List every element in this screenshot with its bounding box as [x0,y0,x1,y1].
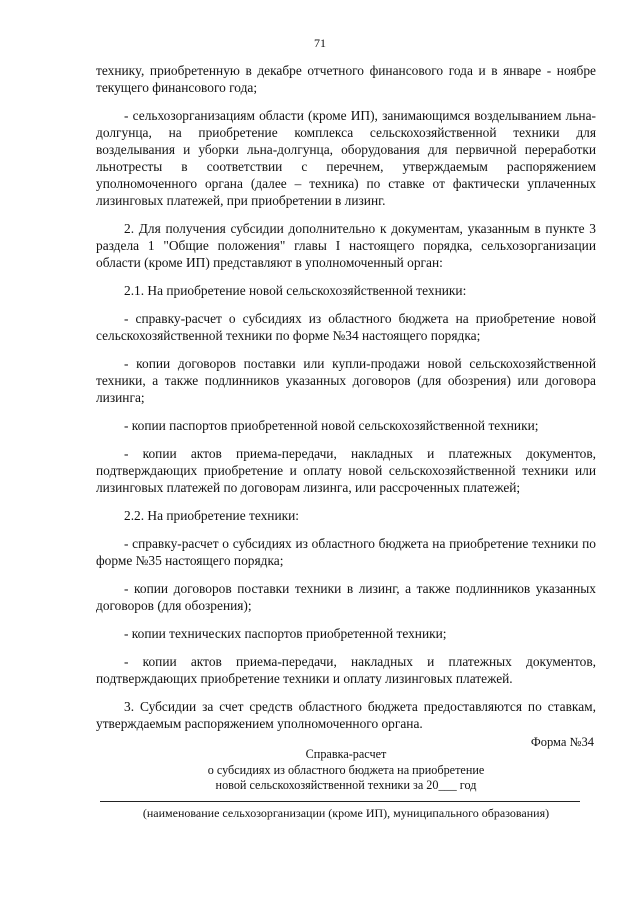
paragraph: - сельхозорганизациям области (кроме ИП), занимающимся возделыванием льна-долгунца, на приобретение комплекса сельскохозяйственной техники для возделывания и уборки льна-долгунца, оборудования для первичной переработки льнотресты в соответствии с перечнем, утверждаемым распоряжением уполномоченного органа (далее – техника) по ставке от фактически уплаченных лизинговых платежей, при приобретении в лизинг. [96,108,596,208]
list-item: - копии актов приема-передачи, накладных и платежных документов, подтверждающих приобретение техники и оплату лизинговых платежей. [96,654,596,686]
page-number: 71 [314,36,326,50]
list-item: - справку-расчет о субсидиях из областного бюджета на приобретение техники по форме №35 настоящего порядка; [96,536,596,568]
paragraph: 3. Субсидии за счет средств областного бюджета предоставляются по ставкам, утверждаемым распоряжением уполномоченного органа. [96,699,596,731]
fill-in-line [100,801,580,802]
list-item: - справку-расчет о субсидиях из областного бюджета на приобретение новой сельскохозяйственной техники по форме №34 настоящего порядка; [96,311,596,343]
form-title: Справка-расчет [305,747,387,761]
list-item: - копии технических паспортов приобретенной техники; [124,626,447,641]
fill-in-caption: (наименование сельхозорганизации (кроме ИП), муниципального образования) [142,806,550,820]
paragraph: техникy, приобретенную в декабре отчетного финансового года и в январе - ноябре текущего финансового года; [96,63,596,95]
section-heading: 2.2. На приобретение техники: [124,508,300,523]
form-subtitle-line-2: новой сельскохозяйственной техники за 20___ год [215,778,477,792]
list-item: - копии договоров поставки техники в лизинг, а также подлинников указанных договоров (для обозрения); [96,581,596,613]
list-item: - копии паспортов приобретенной новой сельскохозяйственной техники; [124,418,539,433]
form-subtitle-line-1: о субсидиях из областного бюджета на приобретение [207,763,485,777]
list-item: - копии договоров поставки или купли-продажи новой сельскохозяйственной техники, а также подлинников указанных договоров (для обозрения) или договора лизинга; [96,356,596,405]
document-body [96,62,596,734]
paragraph: 2. Для получения субсидии дополнительно к документам, указанным в пункте 3 раздела 1 "Общие положения" главы I настоящего порядка, сельхозорганизации области (кроме ИП) представляют в уполномоченный орган: [96,221,596,270]
section-heading: 2.1. На приобретение новой сельскохозяйственной техники: [124,283,467,298]
form-label: Форма №34 [530,735,594,749]
list-item: - копии актов приема-передачи, накладных и платежных документов, подтверждающих приобретение и оплату новой сельскохозяйственной техники или лизинговых платежей по договорам лизинга, или рассроченных платежей; [96,446,596,495]
